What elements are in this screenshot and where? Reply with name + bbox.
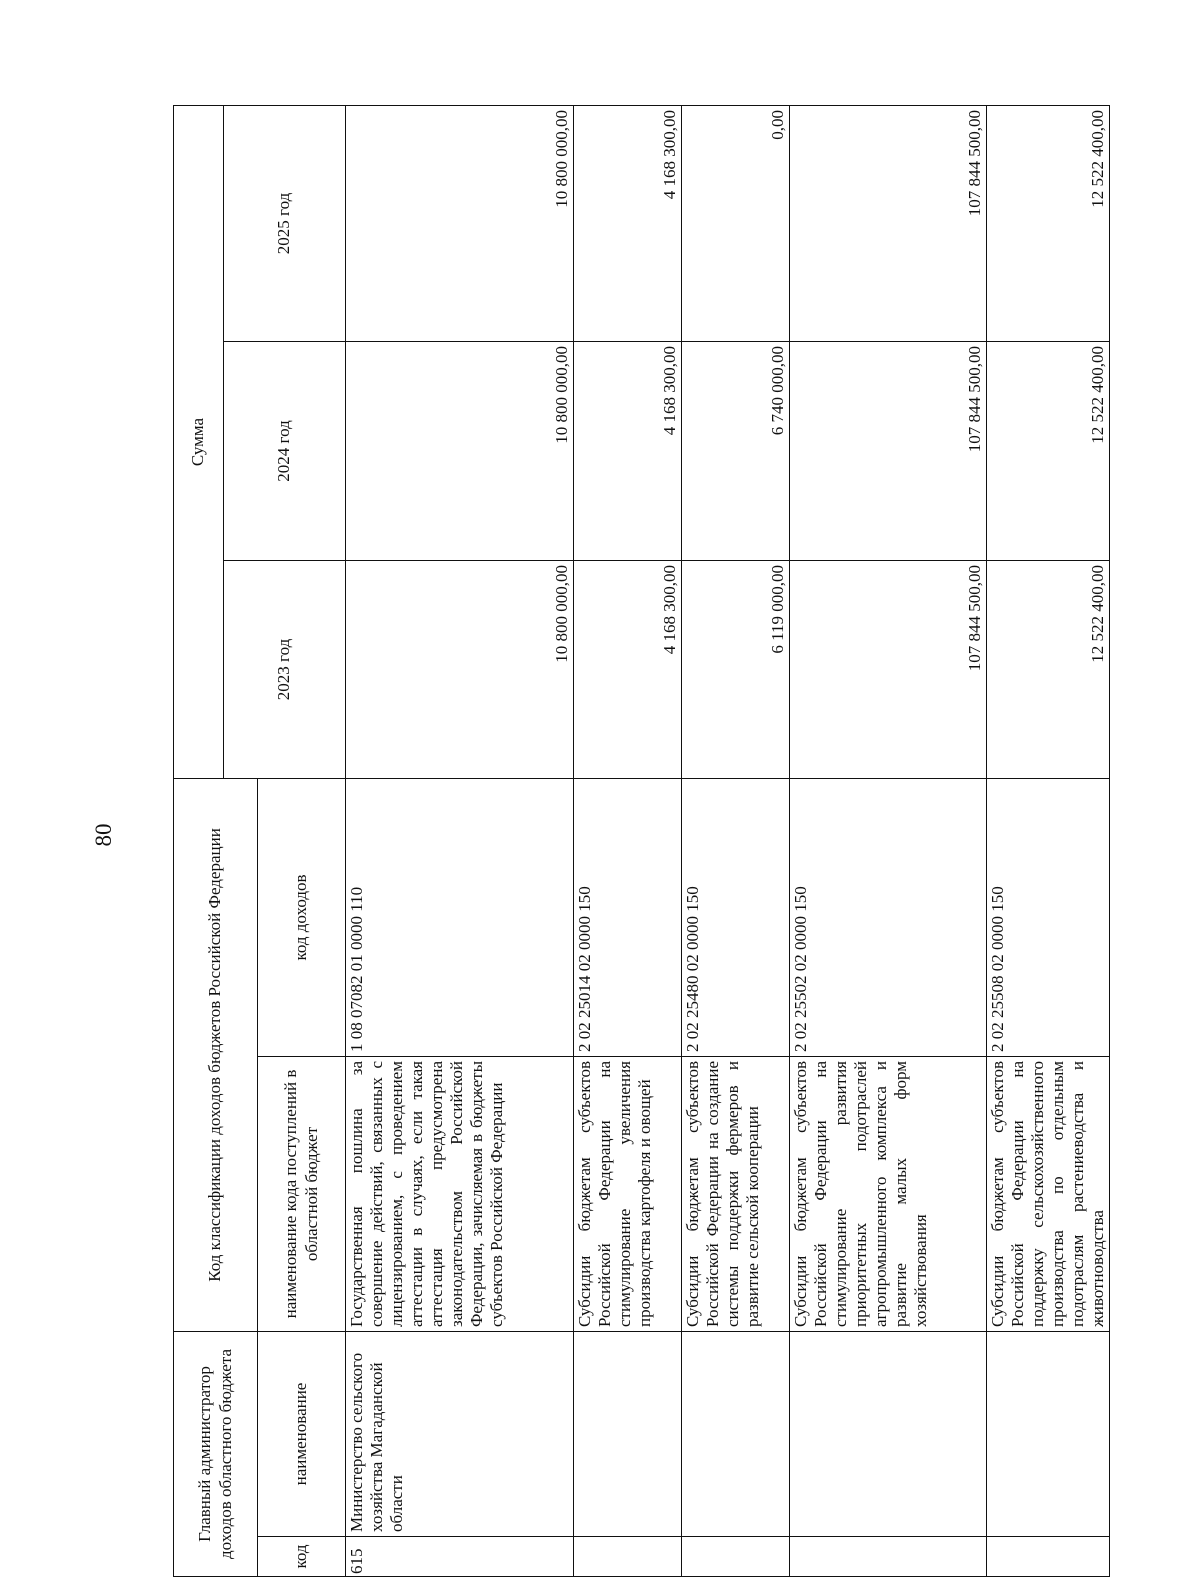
code-header: код: [258, 1537, 346, 1577]
amount-2025-cell: 12 522 400,00: [987, 105, 1110, 341]
table-row: [987, 105, 1110, 1576]
amount-2025-cell: 107 844 500,00: [790, 105, 987, 341]
amount-2024-cell: 107 844 500,00: [790, 341, 987, 560]
amount-2025-cell: 4 168 300,00: [574, 105, 682, 341]
amount-2023-cell: 6 119 000,00: [682, 560, 790, 778]
empty-cell: [987, 1537, 1110, 1577]
amount-2023-cell: 107 844 500,00: [790, 560, 987, 778]
admin-group-header: Главный администратор доходов областного бюджета: [174, 1332, 258, 1577]
year-2024-header: 2024 год: [224, 341, 346, 560]
income-name-cell: Субсидии бюджетам субъектов Российской Федерации на поддержку сельскохозяйственного производства по отдельным подотраслям растениеводства и животноводства: [987, 1057, 1110, 1332]
table-row: [790, 105, 987, 1576]
empty-cell: [987, 1332, 1110, 1537]
amount-2024-cell: 12 522 400,00: [987, 341, 1110, 560]
year-2023-header: 2023 год: [224, 560, 346, 778]
year-2025-header: 2025 год: [224, 105, 346, 341]
amount-2023-cell: 12 522 400,00: [987, 560, 1110, 778]
amount-2023-cell: 10 800 000,00: [346, 560, 574, 778]
income-code-header: код доходов: [258, 778, 346, 1056]
name-header: наименование: [258, 1332, 346, 1537]
income-name-cell: Субсидии бюджетам субъектов Российской Федерации на стимулирование увеличения производства картофеля и овощей: [574, 1057, 682, 1332]
rotated-table-area: [173, 106, 1108, 1577]
classification-group-header: Код классификации доходов бюджетов Российской Федерации: [174, 778, 258, 1331]
empty-cell: [574, 1537, 682, 1577]
amount-2023-cell: 4 168 300,00: [574, 560, 682, 778]
page-number: 80: [91, 823, 116, 847]
income-code-cell: 2 02 25480 02 0000 150: [682, 778, 790, 1056]
empty-cell: [682, 1332, 790, 1537]
empty-cell: [574, 1332, 682, 1537]
table-row: [682, 105, 790, 1576]
income-name-cell: Субсидии бюджетам субъектов Российской Федерации на стимулирование развития приоритетных подотраслей агропромышленного комплекса и развитие малых форм хозяйствования: [790, 1057, 987, 1332]
table-row: [574, 105, 682, 1576]
income-name-cell: Субсидии бюджетам субъектов Российской Федерации на создание системы поддержки фермеров и развитие сельской кооперации: [682, 1057, 790, 1332]
income-code-cell: 1 08 07082 01 0000 110: [346, 778, 574, 1056]
income-code-cell: 2 02 25508 02 0000 150: [987, 778, 1110, 1056]
empty-cell: [682, 1537, 790, 1577]
income-table: [173, 105, 1110, 1577]
amount-2024-cell: 10 800 000,00: [346, 341, 574, 560]
amount-2024-cell: 4 168 300,00: [574, 341, 682, 560]
header-row-1: [174, 105, 224, 1576]
sum-group-header: Сумма: [174, 105, 224, 778]
table-row: [346, 105, 574, 1576]
income-name-header: наименование кода поступлений в областной бюджет: [258, 1057, 346, 1332]
amount-2024-cell: 6 740 000,00: [682, 341, 790, 560]
income-code-cell: 2 02 25502 02 0000 150: [790, 778, 987, 1056]
income-code-cell: 2 02 25014 02 0000 150: [574, 778, 682, 1056]
admin-code-cell: 615: [346, 1537, 574, 1577]
rotated-table: [173, 106, 1108, 1577]
admin-name-cell: Министерство сельского хозяйства Магаданской области: [346, 1332, 574, 1537]
empty-cell: [790, 1332, 987, 1537]
amount-2025-cell: 0,00: [682, 105, 790, 341]
empty-cell: [790, 1537, 987, 1577]
amount-2025-cell: 10 800 000,00: [346, 105, 574, 341]
income-name-cell: Государственная пошлина за совершение действий, связанных с лицензированием, с проведением аттестации в случаях, если такая аттестация предусмотрена законодательством Российской Федерации, зачисляемая в бюджеты субъектов Российской Федерации: [346, 1057, 574, 1332]
